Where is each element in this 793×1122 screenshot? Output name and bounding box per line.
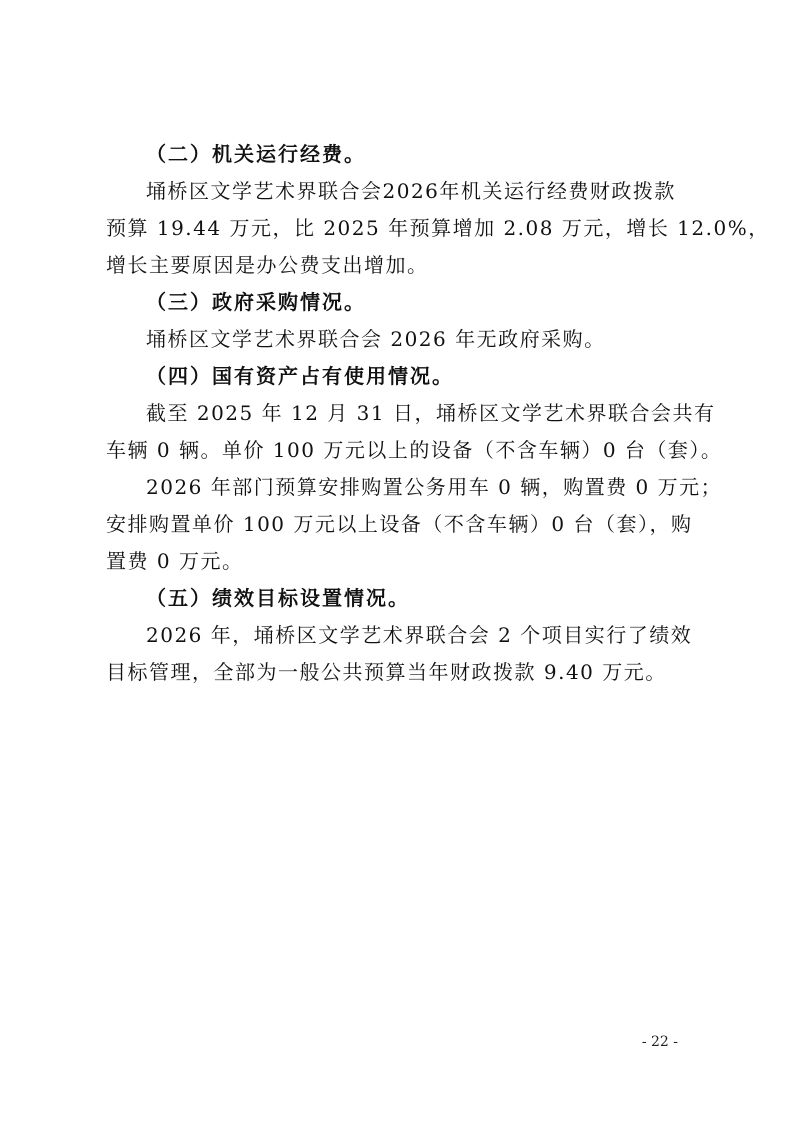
- section-heading-state-assets: （四）国有资产占有使用情况。: [146, 364, 454, 388]
- page-number: - 22 -: [641, 1034, 678, 1050]
- text-line: 埇桥区文学艺术界联合会2026年机关运行经费财政拨款: [146, 179, 676, 203]
- section-heading-operating-expenses: （二）机关运行经费。: [146, 142, 366, 166]
- paragraph-government-procurement: [106, 321, 692, 358]
- text-line: 2026 年，埇桥区文学艺术界联合会 2 个项目实行了绩效: [146, 623, 693, 647]
- text-line: 安排购置单价 100 万元以上设备（不含车辆）0 台（套），购: [106, 512, 693, 536]
- text-line: 目标管理，全部为一般公共预算当年财政拨款 9.40 万元。: [106, 660, 667, 684]
- text-line: 预算 19.44 万元，比 2025 年预算增加 2.08 万元，增长 12.0%，: [106, 216, 770, 240]
- text-line: 车辆 0 辆。单价 100 万元以上的设备（不含车辆）0 台（套）。: [106, 438, 723, 462]
- text-line: 2026 年部门预算安排购置公务用车 0 辆，购置费 0 万元；: [146, 475, 723, 499]
- paragraph-operating-expenses: [106, 173, 770, 284]
- paragraph-state-assets-purchases: [106, 469, 723, 580]
- text-line: 截至 2025 年 12 月 31 日，埇桥区文学艺术界联合会共有: [146, 401, 716, 425]
- paragraph-performance-targets: [106, 617, 692, 691]
- document-body: [106, 136, 770, 691]
- text-line: 增长主要原因是办公费支出增加。: [106, 253, 429, 277]
- section-heading-performance-targets: （五）绩效目标设置情况。: [146, 586, 410, 610]
- paragraph-state-assets-vehicles: [106, 395, 723, 469]
- text-line: 置费 0 万元。: [106, 549, 244, 573]
- section-heading-government-procurement: （三）政府采购情况。: [146, 290, 366, 314]
- text-line: 埇桥区文学艺术界联合会 2026 年无政府采购。: [146, 327, 606, 351]
